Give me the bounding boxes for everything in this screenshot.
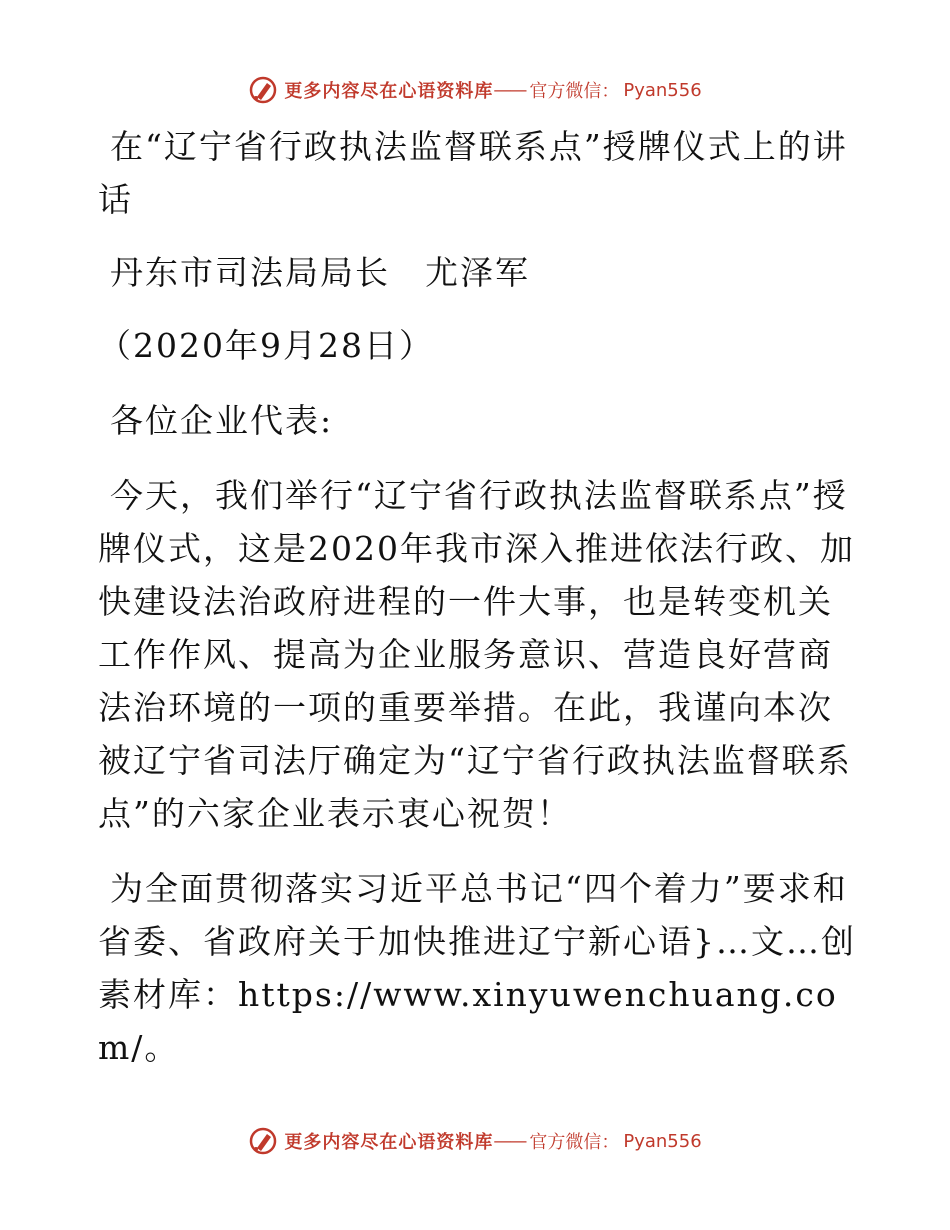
document-title: 在“辽宁省行政执法监督联系点”授牌仪式上的讲话 — [98, 127, 848, 219]
watermark-contact-label: 官方微信： — [529, 81, 620, 102]
watermark-contact-id: Pyan556 — [623, 1130, 702, 1152]
pen-nib-logo-icon — [248, 75, 278, 105]
watermark-contact-id: Pyan556 — [623, 79, 702, 101]
watermark-dash: —— — [493, 1130, 526, 1152]
document-paragraph: 今天，我们举行“辽宁省行政执法监督联系点”授牌仪式，这是2020年我市深入推进依法行政、加快建设法治政府进程的一件大事，也是转变机关工作作风、提高为企业服务意识、营造良好营商法治环境的一项的重要举措。在此，我谨向本次被辽宁省司法厅确定为“辽宁省行政执法监督联系点”的六家企业表示衷心祝贺！ — [98, 476, 855, 833]
document-body — [98, 120, 858, 1074]
document-date: （2020年9月28日） — [98, 326, 434, 365]
watermark-contact-label: 官方微信： — [529, 1132, 620, 1153]
pen-nib-logo-icon — [248, 1126, 278, 1156]
header-watermark — [0, 70, 950, 110]
document-author: 丹东市司法局局长 尤泽军 — [110, 253, 530, 292]
document-paragraph: 为全面贯彻落实习近平总书记“四个着力”要求和省委、省政府关于加快推进辽宁新心语}…文…创素材库：https://www.xinyuwenchuang.com/。 — [98, 869, 856, 1067]
watermark-site-text: 更多内容尽在心语资料库 — [284, 81, 494, 102]
footer-watermark — [0, 1121, 950, 1161]
document-salutation: 各位企业代表: — [110, 401, 334, 440]
watermark-dash: —— — [493, 79, 526, 101]
watermark-site-text: 更多内容尽在心语资料库 — [284, 1132, 494, 1153]
